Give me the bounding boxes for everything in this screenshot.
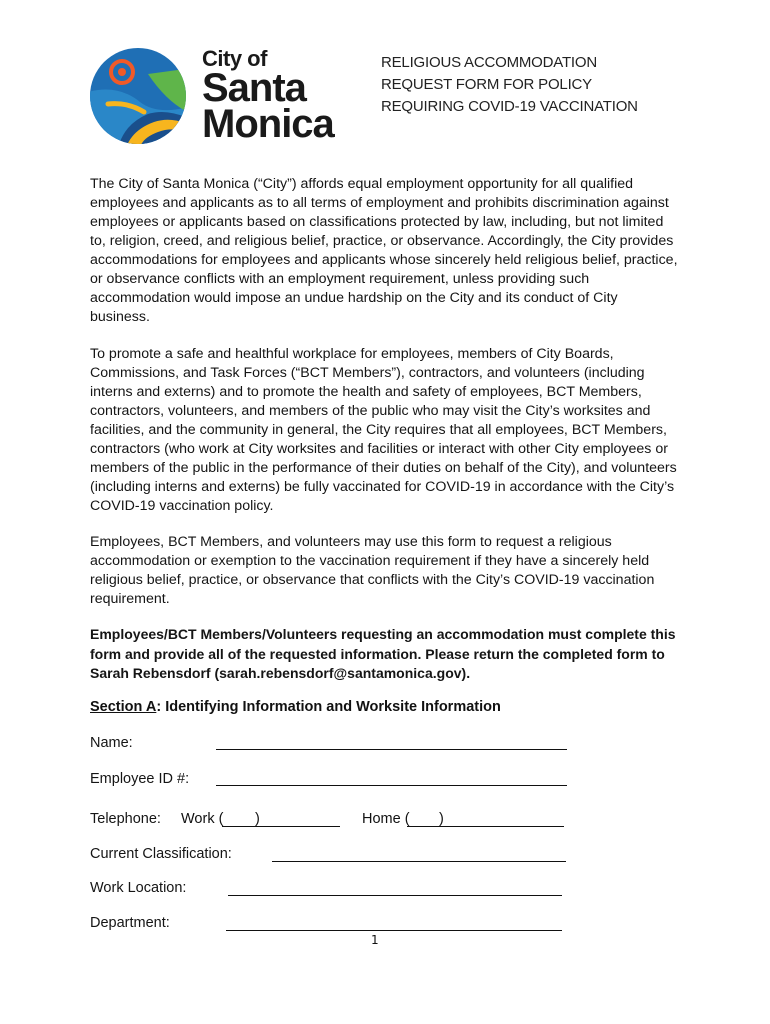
logo-text-city-of: City of bbox=[202, 46, 267, 71]
form-title-line: REQUEST FORM FOR POLICY bbox=[381, 76, 592, 93]
work-phone-paren: ) bbox=[255, 811, 260, 827]
employee-id-field[interactable] bbox=[216, 785, 567, 786]
home-phone-label: Home ( bbox=[362, 811, 410, 827]
home-phone-paren: ) bbox=[439, 811, 444, 827]
intro-paragraph: The City of Santa Monica (“City”) affords equal employment opportunity for all qualified employees and applicants as to all terms of employment and prohibits discrimination against employees or applicants based on classifications protected by law, including, but not limited to, religion, creed, and religious belief, practice, or observance. Accordingly, the City provides accommodations for employees and applicants whose sincerely held religious belief, practice, or observance conflicts with an employment requirement, unless providing such accommodation would impose an undue hardship on the City and its conduct of City business. bbox=[90, 176, 678, 325]
work-location-field[interactable] bbox=[228, 895, 562, 896]
department-label: Department: bbox=[90, 915, 170, 931]
instructions-paragraph: Employees/BCT Members/Volunteers requesting an accommodation must complete this form and provide all of the requested information. Please return the completed form to Sarah Rebensdorf (sarah.rebensdorf@santamonica.gov). bbox=[90, 626, 676, 681]
classification-label: Current Classification: bbox=[90, 846, 232, 862]
work-phone-label: Work ( bbox=[181, 811, 224, 827]
logo-text-santa: Santa bbox=[202, 66, 306, 110]
work-phone-field[interactable] bbox=[222, 826, 340, 827]
employee-id-label: Employee ID #: bbox=[90, 771, 190, 787]
vaccination-policy-paragraph: To promote a safe and healthful workplace for employees, members of City Boards, Commissions, and Task Forces (“BCT Members”), contractors, and volunteers (including interns and externs) and to promote the health and safety of employees, BCT Members, contractors, volunteers, and members of the public who may visit the City’s worksites and facilities, and the community in general, the City requires that all employees, BCT Members, contractors (who work at City worksites and facilities or interact with other City employees or members of the public in the performance of their duties on behalf of the City), and volunteers (including interns and externs) be fully vaccinated for COVID-19 in accordance with the City’s COVID-19 vaccination policy. bbox=[90, 346, 677, 514]
home-phone-field[interactable] bbox=[407, 826, 564, 827]
form-title-line: RELIGIOUS ACCOMMODATION bbox=[381, 54, 597, 71]
department-field[interactable] bbox=[226, 930, 562, 931]
classification-field[interactable] bbox=[272, 861, 566, 862]
form-usage-paragraph: Employees, BCT Members, and volunteers may use this form to request a religious accommodation or exemption to the vaccination requirement if they have a sincerely held religious belief, practice, or observance that conflicts with the City’s COVID-19 vaccination requirement. bbox=[90, 534, 655, 607]
name-label: Name: bbox=[90, 735, 133, 751]
section-a-heading bbox=[90, 699, 501, 715]
logo-text-monica: Monica bbox=[202, 102, 334, 146]
form-title-line: REQUIRING COVID-19 VACCINATION bbox=[381, 98, 638, 115]
section-a-title: : Identifying Information and Worksite Information bbox=[156, 699, 501, 715]
city-logo bbox=[88, 44, 348, 148]
telephone-label: Telephone: bbox=[90, 811, 161, 827]
page-number: 1 bbox=[371, 933, 379, 947]
name-field[interactable] bbox=[216, 749, 567, 750]
santa-monica-emblem-icon bbox=[88, 44, 192, 148]
section-a-label: Section A bbox=[90, 699, 157, 715]
work-location-label: Work Location: bbox=[90, 880, 187, 896]
form-title bbox=[381, 52, 638, 118]
